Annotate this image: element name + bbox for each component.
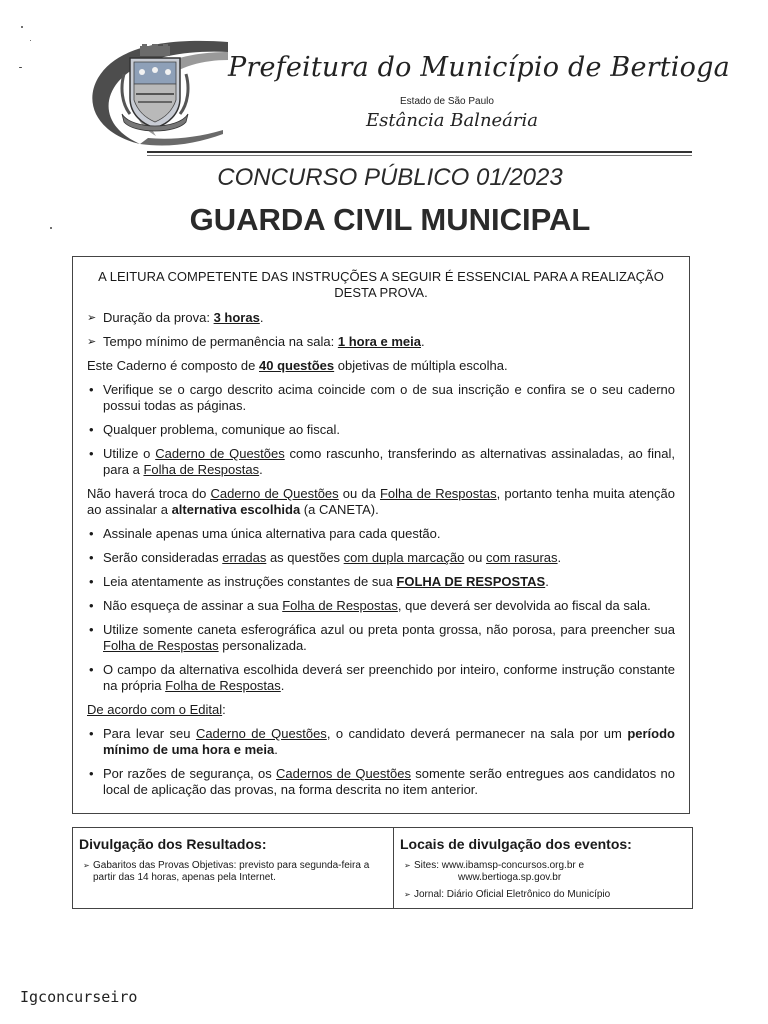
sites-item: ➢ Sites: www.ibamsp-concursos.org.br e www.bertioga.sp.gov.br — [400, 860, 686, 884]
list-item: • Utilize somente caneta esferográfica azul ou preta ponta grossa, não porosa, para preencher sua Folha de Respostas personalizada. — [89, 622, 675, 653]
instructions-box — [72, 256, 690, 814]
arrow-bullet-icon: ➢ — [83, 861, 90, 870]
arrow-bullet-icon: ➢ — [87, 336, 97, 348]
header-rule-thin — [147, 155, 692, 156]
arrow-bullet-icon: ➢ — [87, 312, 97, 324]
round-bullet-icon: • — [89, 574, 94, 589]
list-item: • Utilize o Caderno de Questões como rascunho, transferindo as alternativas assinaladas, ao final, para a Folha de Respostas. — [89, 446, 675, 477]
jornal-item: ➢ Jornal: Diário Oficial Eletrônico do Município — [400, 889, 686, 901]
round-bullet-icon: • — [89, 382, 94, 397]
arrow-bullet-icon: ➢ — [404, 890, 411, 899]
list-item: • Qualquer problema, comunique ao fiscal. — [89, 422, 341, 437]
round-bullet-icon: • — [89, 726, 94, 741]
arrow-bullet-icon: ➢ — [404, 861, 411, 870]
round-bullet-icon: • — [89, 550, 94, 565]
watermark-text: Igconcurseiro — [20, 988, 138, 1006]
list-item: • O campo da alternativa escolhida deverá ser preenchido por inteiro, conforme instrução constante na própria Folha de Respostas. — [89, 662, 675, 693]
round-bullet-icon: • — [89, 446, 94, 461]
scan-speck — [21, 26, 23, 28]
position-title: GUARDA CIVIL MUNICIPAL — [189, 202, 591, 237]
min-time-item: ➢ Tempo mínimo de permanência na sala: 1 hora e meia. — [87, 334, 425, 349]
edital-heading: De acordo com o Edital: — [87, 702, 226, 717]
list-item: • Não esqueça de assinar a sua Folha de Respostas, que deverá ser devolvida ao fiscal da sala. — [89, 598, 651, 613]
round-bullet-icon: • — [89, 662, 94, 677]
locations-column — [394, 828, 692, 908]
results-column — [73, 828, 394, 908]
round-bullet-icon: • — [89, 598, 94, 613]
list-item: • Verifique se o cargo descrito acima coincide com o de sua inscrição e confira se o seu caderno possui todas as páginas. — [89, 382, 675, 413]
letterhead — [78, 38, 730, 153]
results-table — [72, 827, 693, 909]
round-bullet-icon: • — [89, 766, 94, 781]
duration-value: 3 horas — [213, 310, 260, 325]
min-time-label: Tempo mínimo de permanência na sala: — [103, 334, 338, 349]
list-item: • Assinale apenas uma única alternativa para cada questão. — [89, 526, 441, 541]
duration-label: Duração da prova: — [103, 310, 214, 325]
no-exchange-paragraph: Não haverá troca do Caderno de Questões ou da Folha de Respostas, portanto tenha muita atenção ao assinalar a alternativa escolhida (a CANETA). — [87, 486, 676, 517]
results-title: Divulgação dos Resultados: — [79, 836, 267, 852]
duration-item: ➢ Duração da prova: 3 horas. — [87, 310, 264, 325]
results-item: ➢ Gabaritos das Provas Objetivas: previsto para segunda-feira a partir das 14 horas, apenas pela Internet. — [79, 860, 387, 884]
round-bullet-icon: • — [89, 622, 94, 637]
list-item: • Leia atentamente as instruções constantes de sua FOLHA DE RESPOSTAS. — [89, 574, 549, 589]
list-item: • Para levar seu Caderno de Questões, o candidato deverá permanecer na sala por um período mínimo de uma hora e meia. — [89, 726, 675, 757]
list-item: • Por razões de segurança, os Cadernos de Questões somente serão entregues aos candidatos no local de aplicação das provas, na forma descrita no item anterior. — [89, 766, 676, 797]
bertioga-crest-icon — [120, 44, 190, 136]
municipality-title: Prefeitura do Município de Bertioga — [228, 52, 730, 83]
list-item: • Serão consideradas erradas as questões com dupla marcação ou com rasuras. — [89, 550, 562, 565]
round-bullet-icon: • — [89, 526, 94, 541]
locations-title: Locais de divulgação dos eventos: — [400, 836, 632, 852]
contest-title: CONCURSO PÚBLICO 01/2023 — [217, 164, 563, 191]
header-rule — [147, 151, 692, 153]
scan-speck — [30, 40, 31, 41]
booklet-paragraph: Este Caderno é composto de 40 questões objetivas de múltipla escolha. — [87, 358, 508, 373]
min-time-value: 1 hora e meia — [337, 334, 421, 349]
municipality-subtitle: Estância Balneária — [366, 110, 539, 131]
state-label: Estado de São Paulo — [400, 96, 494, 107]
round-bullet-icon: • — [89, 422, 94, 437]
scan-speck — [19, 67, 22, 68]
question-count: 40 questões — [259, 358, 335, 373]
instructions-intro: A LEITURA COMPETENTE DAS INSTRUÇÕES A SEGUIR É ESSENCIAL PARA A REALIZAÇÃO DESTA PROVA. — [98, 269, 664, 300]
